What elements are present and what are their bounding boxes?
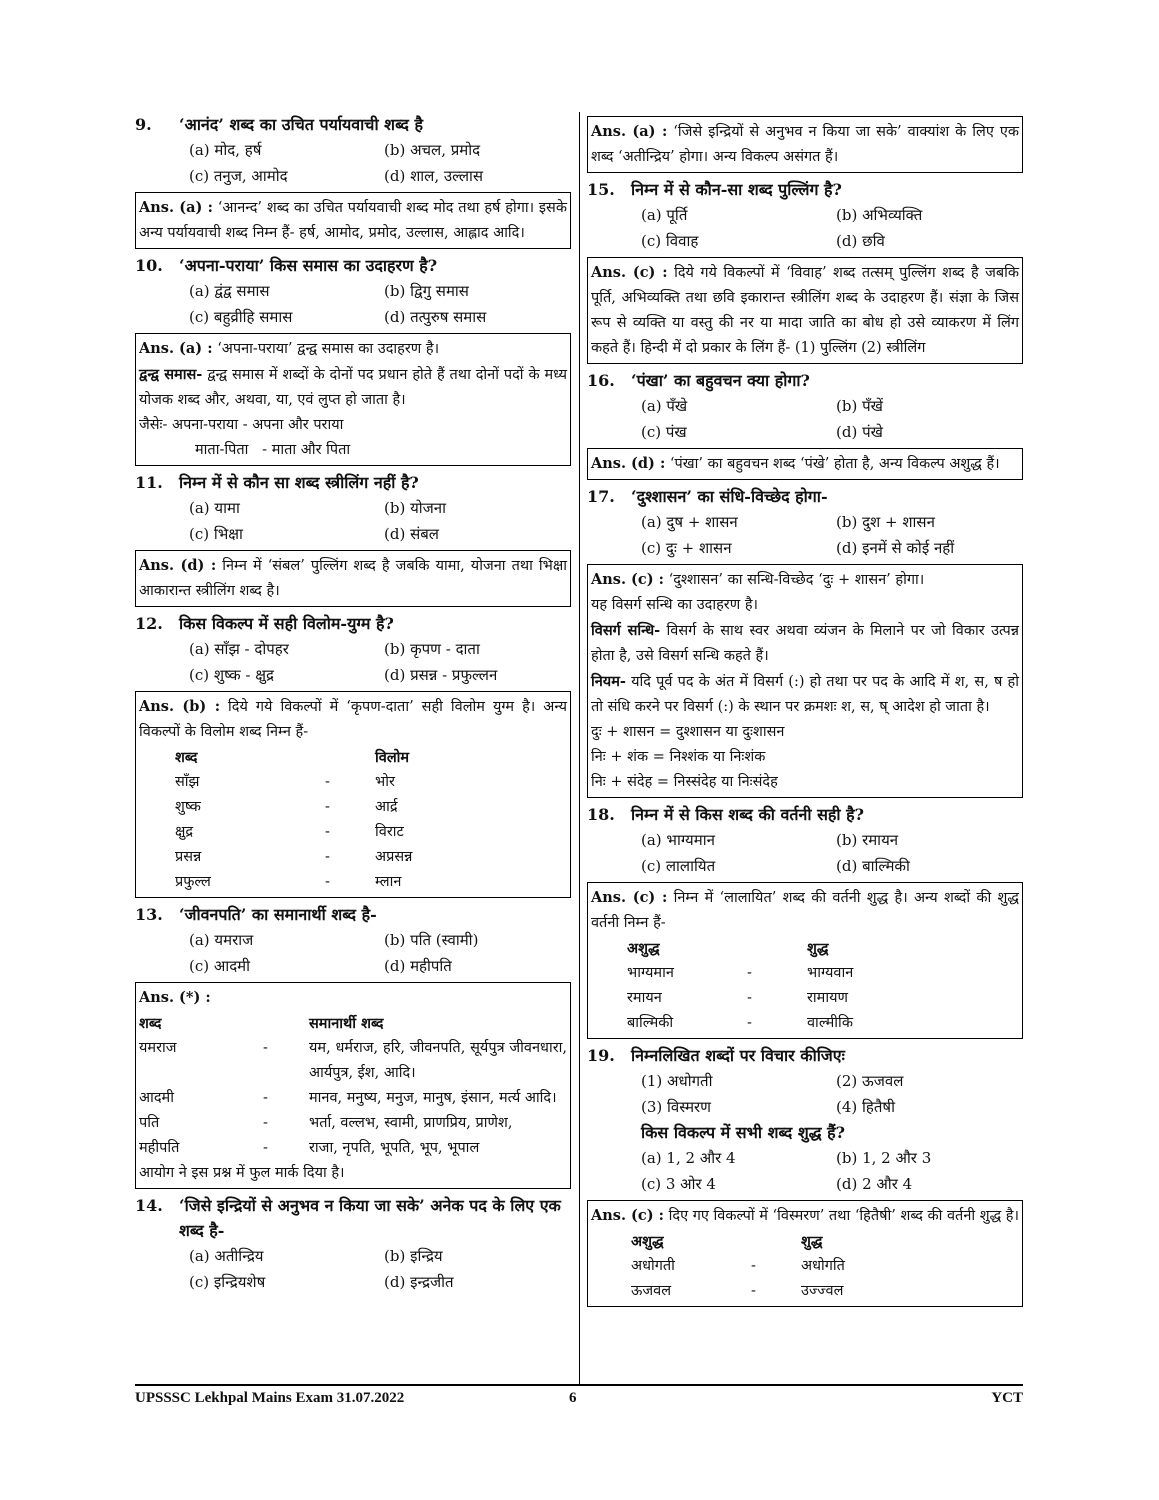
question-17	[587, 484, 1023, 509]
option-a: (a) साँझ - दोपहर	[189, 640, 289, 658]
question-number: 9.	[135, 115, 152, 134]
table-row	[139, 870, 567, 895]
rule-text-2: यदि पूर्व पद के अंत में विसर्ग (:) हो तथा पर पद के आदि में श, स, ष हो तो संधि करने पर विसर्ग (:) के स्थान पर क्रमशः श, स, ष् आदेश हो जाता है।	[591, 674, 1019, 715]
answer-label: Ans. (a) :	[591, 123, 668, 140]
question-17-options	[587, 509, 1023, 561]
cell-correct: अधोगति	[801, 1258, 845, 1274]
answer-text: ‘जिसे इन्द्रियों से अनुभव न किया जा सके’ वाक्यांश के लिए एक शब्द ‘अतीन्द्रिय’ होगा। अन्य विकल्प असंगत हैं।	[591, 124, 1020, 165]
header-synonym: समानार्थी शब्द	[309, 1015, 384, 1032]
option-a: (a) द्वंद्व समास	[189, 282, 270, 300]
option-c: (c) तनुज, आमोद	[189, 167, 288, 185]
question-18	[587, 802, 1023, 827]
right-column	[587, 112, 1023, 1311]
antonym-table	[139, 745, 567, 895]
option-c: (c) लालायित	[641, 857, 716, 875]
question-number: 13.	[135, 905, 163, 924]
cell-synonyms: यम, धर्मराज, हरि, जीवनपति, सूर्यपुत्र जीवनधारा, आर्यपुत्र, ईश, आदि।	[309, 1040, 567, 1081]
question-text: ‘आनंद’ शब्द का उचित पर्यायवाची शब्द है	[179, 115, 423, 134]
option-d: (d) महीपति	[384, 957, 452, 975]
rule-term-2: नियम-	[591, 673, 626, 690]
cell-word: यमराज	[139, 1040, 177, 1056]
question-number: 15.	[587, 180, 615, 199]
header-incorrect: अशुद्ध	[627, 940, 660, 957]
cell-synonyms: भर्ता, वल्लभ, स्वामी, प्राणप्रिय, प्राणेश,	[309, 1115, 513, 1131]
question-19	[587, 1043, 1023, 1068]
question-14	[135, 1193, 571, 1243]
header-correct: शुद्ध	[801, 1233, 823, 1250]
answer-text: ‘अपना-पराया’ द्वन्द्व समास का उदाहरण है।	[217, 341, 440, 357]
option-b: (b) 1, 2 और 3	[836, 1149, 932, 1167]
question-9-options	[135, 137, 571, 189]
cell-word: साँझ	[175, 774, 200, 790]
answer-label: Ans. (d) :	[591, 455, 666, 472]
cell-word: शुष्क	[175, 799, 201, 815]
option-a: (a) अतीन्द्रिय	[189, 1247, 264, 1265]
rule-text-1: विसर्ग के साथ स्वर अथवा व्यंजन के मिलाने पर जो विकार उत्पन्न होता है, उसे विसर्ग सन्धि कहते हैं।	[591, 623, 1020, 664]
cell-dash: -	[325, 774, 330, 790]
question-text: ‘पंखा’ का बहुवचन क्या होगा?	[631, 371, 810, 390]
question-11	[135, 470, 571, 495]
option-b: (b) पँखें	[836, 397, 883, 415]
option-d: (d) बाल्मिकी	[836, 857, 910, 875]
question-11-options	[135, 495, 571, 547]
option-d: (d) संबल	[384, 525, 439, 543]
answer-label: Ans. (a) :	[139, 340, 213, 357]
cell-word: आदमी	[139, 1090, 174, 1106]
table-row	[139, 1036, 567, 1086]
option-a: (a) भाग्यमान	[641, 831, 715, 849]
option-d: (d) प्रसन्न - प्रफुल्लन	[384, 666, 498, 684]
question-text: निम्न में से किस शब्द की वर्तनी सही है?	[631, 805, 864, 824]
table-row	[139, 1086, 567, 1111]
table-header	[139, 745, 567, 770]
cell-dash: -	[263, 1040, 268, 1056]
subquestion-text: किस विकल्प में सभी शब्द शुद्ध हैं?	[641, 1123, 845, 1142]
rule-term-1: विसर्ग सन्धि-	[591, 622, 661, 639]
option-d: (d) 2 और 4	[836, 1175, 913, 1193]
answer-16	[587, 448, 1023, 480]
spelling-table	[591, 1229, 1019, 1304]
cell-correct: वाल्मीकि	[807, 1015, 853, 1031]
example-2: निः + शंक = निश्शंक या निःशंक	[591, 749, 766, 765]
answer-text: ‘दुश्शासन’ का सन्धि-विच्छेद ‘दुः + शासन’ होगा।	[668, 572, 925, 588]
answer-14	[587, 116, 1023, 173]
answer-10	[135, 333, 571, 466]
answer-label: Ans. (*) :	[139, 989, 211, 1006]
table-row	[139, 770, 567, 795]
answer-line-2: यह विसर्ग सन्धि का उदाहरण है।	[591, 597, 759, 613]
cell-synonyms: राजा, नृपति, भूपति, भूप, भूपाल	[309, 1140, 480, 1156]
header-correct: शुद्ध	[807, 940, 829, 957]
table-row	[139, 795, 567, 820]
option-b: (b) योजना	[384, 499, 446, 517]
cell-incorrect: ऊजवल	[631, 1283, 672, 1299]
cell-incorrect: भाग्यमान	[627, 965, 674, 981]
answer-18	[587, 882, 1023, 1039]
option-c: (c) पंख	[641, 423, 687, 441]
cell-incorrect: अधोगती	[631, 1258, 675, 1274]
question-16-options	[587, 393, 1023, 445]
header-antonym: विलोम	[375, 749, 410, 766]
answer-label: Ans. (c) :	[591, 571, 665, 588]
cell-dash: -	[325, 874, 330, 890]
cell-incorrect: बाल्मिकी	[627, 1015, 674, 1031]
option-a: (a) पँखे	[641, 397, 688, 415]
header-word: शब्द	[139, 1015, 162, 1032]
option-a: (a) दुष + शासन	[641, 513, 738, 531]
question-18-options	[587, 827, 1023, 879]
cell-word: प्रफुल्ल	[175, 874, 211, 890]
footer-rule	[135, 1384, 1023, 1386]
answer-text: दिए गए विकल्पों में ‘विस्मरण’ तथा ‘हितैषी’ शब्द की वर्तनी शुद्ध है।	[668, 1208, 1019, 1224]
answer-note: आयोग ने इस प्रश्न में फुल मार्क दिया है।	[139, 1165, 345, 1181]
question-19-options	[587, 1145, 1023, 1197]
header-word: शब्द	[175, 749, 198, 766]
question-text: ‘जीवनपति’ का समानार्थी शब्द है-	[179, 905, 377, 924]
question-15	[587, 177, 1023, 202]
option-d: (d) छवि	[836, 232, 885, 250]
example-2: माता-पिता - माता और पिता	[195, 442, 351, 458]
answer-label: Ans. (a) :	[139, 199, 213, 216]
example-3: निः + संदेह = निस्संदेह या निःसंदेह	[591, 774, 778, 790]
question-9	[135, 112, 571, 137]
example-1: दुः + शासन = दुश्शासन या दुःशासन	[591, 724, 785, 740]
cell-dash: -	[325, 824, 330, 840]
footer-publisher: YCT	[991, 1390, 1023, 1406]
option-c: (c) बहुव्रीहि समास	[189, 308, 293, 326]
answer-text: ‘आनन्द’ शब्द का उचित पर्यायवाची शब्द मोद तथा हर्ष होगा। इसके अन्य पर्यायवाची शब्द निम्न हैं- हर्ष, आमोद, प्रमोद, उल्लास, आह्लाद आदि।	[139, 200, 567, 241]
option-b: (b) अचल, प्रमोद	[384, 141, 481, 159]
answer-label: Ans. (c) :	[591, 889, 668, 906]
table-row	[591, 986, 1019, 1011]
question-19-items	[587, 1068, 1023, 1120]
option-d: (d) इनमें से कोई नहीं	[836, 539, 955, 557]
table-header	[591, 1229, 1019, 1254]
question-text: ‘अपना-पराया’ किस समास का उदाहरण है?	[179, 256, 438, 275]
cell-word: महीपति	[139, 1140, 180, 1156]
cell-dash: -	[751, 1258, 756, 1274]
table-row	[139, 820, 567, 845]
table-row	[139, 1111, 567, 1136]
question-13-options	[135, 927, 571, 979]
option-d: (d) पंखे	[836, 423, 883, 441]
answer-15	[587, 257, 1023, 364]
cell-dash: -	[747, 965, 752, 981]
table-header	[139, 1011, 567, 1036]
option-b: (b) रमायन	[836, 831, 899, 849]
item-2: (2) ऊजवल	[836, 1072, 904, 1090]
question-text: निम्न में से कौन-सा शब्द पुल्लिंग है?	[631, 180, 842, 199]
option-b: (b) द्विगु समास	[384, 282, 469, 300]
question-text: निम्न में से कौन सा शब्द स्त्रीलिंग नहीं है?	[179, 473, 419, 492]
spelling-table	[591, 936, 1019, 1036]
cell-word: प्रसन्न	[175, 849, 202, 865]
cell-correct: रामायण	[807, 990, 849, 1006]
question-19-subquestion	[587, 1120, 1023, 1145]
question-text: निम्नलिखित शब्दों पर विचार कीजिएः	[631, 1046, 845, 1065]
question-number: 14.	[135, 1196, 163, 1215]
cell-correct: भाग्यवान	[807, 965, 854, 981]
question-15-options	[587, 202, 1023, 254]
header-incorrect: अशुद्ध	[631, 1233, 664, 1250]
cell-synonyms: मानव, मनुष्य, मनुज, मानुष, इंसान, मर्त्य आदि।	[309, 1090, 557, 1106]
option-b: (b) अभिव्यक्ति	[836, 206, 923, 224]
cell-word: पति	[139, 1115, 160, 1131]
option-d: (d) शाल, उल्लास	[384, 167, 484, 185]
table-row	[591, 961, 1019, 986]
option-a: (a) यमराज	[189, 931, 254, 949]
table-row	[139, 845, 567, 870]
question-number: 19.	[587, 1046, 615, 1065]
option-b: (b) दुश + शासन	[836, 513, 935, 531]
option-c: (c) शुष्क - क्षुद्र	[189, 666, 274, 684]
option-a: (a) यामा	[189, 499, 240, 517]
option-c: (c) 3 ओर 4	[641, 1175, 716, 1193]
option-c: (c) दुः + शासन	[641, 539, 732, 557]
answer-label: Ans. (d) :	[139, 557, 217, 574]
answer-11	[135, 550, 571, 607]
option-a: (a) पूर्ति	[641, 206, 688, 224]
answer-17	[587, 564, 1023, 798]
option-c: (c) विवाह	[641, 232, 699, 250]
left-column	[135, 112, 571, 1295]
answer-12	[135, 691, 571, 898]
question-number: 17.	[587, 487, 615, 506]
cell-antonym: विराट	[375, 824, 404, 840]
question-number: 18.	[587, 805, 615, 824]
question-10-options	[135, 278, 571, 330]
option-c: (c) आदमी	[189, 957, 251, 975]
question-text: ‘जिसे इन्द्रियों से अनुभव न किया जा सके’ अनेक पद के लिए एक शब्द है-	[179, 1196, 561, 1240]
cell-antonym: आर्द्र	[375, 799, 398, 815]
cell-dash: -	[263, 1140, 268, 1156]
answer-19	[587, 1200, 1023, 1307]
table-header	[591, 936, 1019, 961]
item-1: (1) अधोगती	[641, 1072, 713, 1090]
option-b: (b) इन्द्रिय	[384, 1247, 443, 1265]
table-row	[139, 1136, 567, 1161]
question-text: ‘दुश्शासन’ का संधि-विच्छेद होगा-	[631, 487, 828, 506]
cell-dash: -	[747, 990, 752, 1006]
column-divider	[579, 112, 580, 1384]
answer-text: दिये गये विकल्पों में ‘विवाह’ शब्द तत्सम् पुल्लिंग शब्द है जबकि पूर्ति, अभिव्यक्ति तथा छवि इकारान्त स्त्रीलिंग शब्द के उदाहरण हैं। संज्ञा के जिस रूप से व्यक्ति या वस्तु की नर या मादा जाति का बोध हो उसे व्याकरण में लिंग कहते हैं। हिन्दी में दो प्रकार के लिंग हैं- (1) पुल्लिंग (2) स्त्रीलिंग	[591, 265, 1019, 356]
cell-dash: -	[747, 1015, 752, 1031]
cell-word: क्षुद्र	[175, 824, 194, 840]
question-number: 16.	[587, 371, 615, 390]
option-a: (a) मोद, हर्ष	[189, 141, 262, 159]
option-c: (c) इन्द्रियशेष	[189, 1273, 266, 1291]
question-number: 11.	[135, 473, 163, 492]
cell-dash: -	[263, 1115, 268, 1131]
answer-text-2: द्वन्द्व समास में शब्दों के दोनों पद प्रधान होते हैं तथा दोनों पदों के मध्य योजक शब्द और, अथवा, या, एवं लुप्त हो जाता है।	[139, 367, 568, 408]
cell-antonym: म्लान	[375, 874, 402, 890]
option-d: (d) तत्पुरुष समास	[384, 308, 487, 326]
answer-label: Ans. (c) :	[591, 1207, 665, 1224]
question-12	[135, 611, 571, 636]
option-d: (d) इन्द्रजीत	[384, 1273, 454, 1291]
item-4: (4) हितैषी	[836, 1098, 895, 1116]
table-row	[591, 1279, 1019, 1304]
answer-text: निम्न में ‘लालायित’ शब्द की वर्तनी शुद्ध है। अन्य शब्दों की शुद्ध वर्तनी निम्न हैं-	[591, 890, 1019, 931]
answer-text: दिये गये विकल्पों में ‘कृपण-दाता’ सही विलोम युग्म है। अन्य विकल्पों के विलोम शब्द निम्न हैं-	[139, 699, 568, 740]
table-row	[591, 1254, 1019, 1279]
item-3: (3) विस्मरण	[641, 1098, 712, 1116]
option-b: (b) कृपण - दाता	[384, 640, 480, 658]
table-row	[591, 1011, 1019, 1036]
question-13	[135, 902, 571, 927]
option-a: (a) 1, 2 और 4	[641, 1149, 736, 1167]
answer-bold-term: द्वन्द्व समास-	[139, 366, 203, 383]
answer-text: ‘पंखा’ का बहुवचन शब्द ‘पंखे’ होता है, अन्य विकल्प अशुद्ध हैं।	[669, 456, 1000, 472]
question-text: किस विकल्प में सही विलोम-युग्म है?	[179, 614, 394, 633]
question-14-options	[135, 1243, 571, 1295]
question-12-options	[135, 636, 571, 688]
cell-dash: -	[325, 799, 330, 815]
cell-dash: -	[751, 1283, 756, 1299]
answer-9	[135, 192, 571, 249]
cell-dash: -	[325, 849, 330, 865]
cell-antonym: भोर	[375, 774, 395, 790]
page-body	[135, 112, 1023, 1412]
question-16	[587, 368, 1023, 393]
cell-dash: -	[263, 1090, 268, 1106]
answer-text: निम्न में ‘संबल’ पुल्लिंग शब्द है जबकि यामा, योजना तथा भिक्षा आकारान्त स्त्रीलिंग शब्द है।	[139, 558, 567, 599]
option-b: (b) पति (स्वामी)	[384, 931, 479, 949]
answer-label: Ans. (c) :	[591, 264, 668, 281]
footer-exam-title: UPSSSC Lekhpal Mains Exam 31.07.2022	[135, 1390, 405, 1406]
question-number: 12.	[135, 614, 163, 633]
page-number: 6	[569, 1390, 577, 1406]
answer-13	[135, 982, 571, 1189]
option-c: (c) भिक्षा	[189, 525, 243, 543]
example-1: जैसेः- अपना-पराया - अपना और पराया	[139, 417, 344, 433]
cell-antonym: अप्रसन्न	[375, 849, 413, 865]
answer-label: Ans. (b) :	[139, 698, 221, 715]
cell-incorrect: रमायन	[627, 990, 662, 1006]
question-number: 10.	[135, 256, 163, 275]
synonym-table	[139, 1011, 567, 1161]
cell-correct: उज्ज्वल	[801, 1283, 844, 1299]
question-10	[135, 253, 571, 278]
